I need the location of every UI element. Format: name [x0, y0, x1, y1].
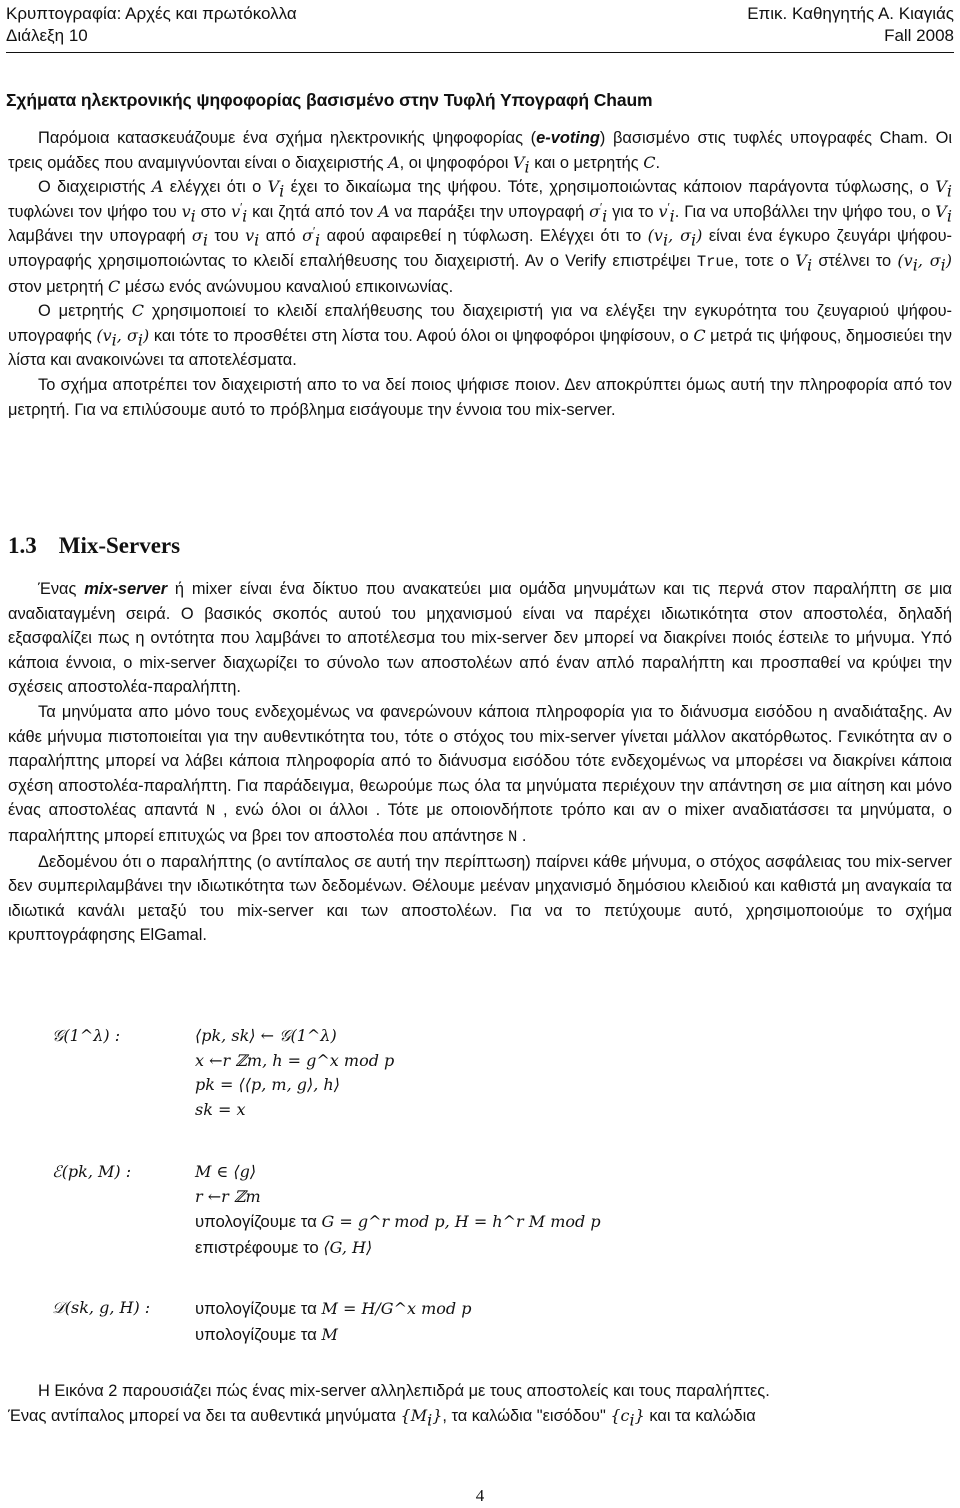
paragraph-3: Ο μετρητής C χρησιμοποιεί το κλειδί επαλήθευσης του διαχειριστή για να ελέγξει την εγκυρότητα του ζευγαριού ψήφου-υπογραφής ($v_i$, $\sigma_i$) και τότε το προσθέτει στη λίστα του. Αφού όλοι οι ψηφοφόροι ψηφίσουν, ο C μετρά τις ψήφους, δημοσιεύει την λίστα και ανακοινώνει τα αποτελέσματα. — [8, 301, 953, 370]
keygen-step: sk = x — [195, 1099, 246, 1119]
mix-paragraph-1: Ένας mix-server ή mixer είναι ένα δίκτυο που ανακατεύει μια ομάδα μηνυμάτων και τις περνά στον παραλήπτη σε μια αναδιαταγμένη σειρά. Ο βασικός σκοπός αυτού του μηχανισμού είναι να παρέχει ιδιωτικότητα στον αποστολέα, δηλαδή εξασφαλίζει πως η οντότητα που λαμβάνει το αποτέλεσμα του mix-server δεν μπορεί να διακρίνει ποιός έστειλε το μήνυμα. Υπό κάποια έννοια, ο mix-server διαχωρίζει το σύνολο των αποστολέων από έναν απλό παραλήπτη και προσπαθεί να κρύψει την σχέσεις αποστολέα-παραλήπτη. — [8, 580, 952, 697]
keygen-steps — [195, 1024, 394, 1122]
subsection-number: 1.3 — [8, 533, 37, 558]
header-rule — [6, 52, 954, 53]
keygen-algorithm — [52, 1024, 932, 1144]
decrypt-algorithm — [52, 1296, 932, 1348]
subsection-title: Mix-Servers — [58, 533, 181, 558]
closing-paragraph-1: Η Εικόνα 2 παρουσιάζει πώς ένας mix-server αλληλεπιδρά με τους αποστολείς και τους παραλήπτες. — [38, 1382, 770, 1400]
section-title: Σχήματα ηλεκτρονικής ψηφοφορίας βασισμένο στην Τυφλή Υπογραφή Chaum — [6, 90, 653, 110]
term: Fall 2008 — [884, 26, 954, 45]
encrypt-algorithm — [52, 1160, 932, 1280]
mix-paragraph-3: Δεδομένου ότι ο παραλήπτης (ο αντίπαλος σε αυτή την περίπτωση) παίρνει κάθε μήνυμα, ο στόχος ασφάλειας του mix-server δεν συμπεριλαμβάνει την ιδιωτικότητα των δεδομένων. Θέλουμε μεέναν μηχανισμό δημόσιου κλειδιού και καθιστά μη αναγκαία τα ιδιωτικά κανάλι μεταξύ του mix-server και των αποστολέων. Για να το πετύχουμε αυτό, χρησιμοποιούμε το σχήμα κρυπτογράφησης ElGamal. — [8, 852, 952, 945]
running-header-bottom — [6, 26, 954, 46]
keygen-step: ⟨pk, sk⟩ ← 𝒢(1^λ) — [195, 1026, 337, 1045]
running-header-top — [6, 4, 954, 24]
encrypt-step: υπολογίζουμε τα G = g^r mod p, H = h^r M mod p — [195, 1212, 601, 1231]
keygen-step: x ←r ℤm, h = g^x mod p — [195, 1050, 395, 1070]
decrypt-label: 𝒟(sk, g, H) : — [52, 1298, 151, 1317]
course-title: Κρυπτογραφία: Αρχές και πρωτόκολλα — [6, 4, 297, 23]
decrypt-steps — [195, 1296, 471, 1347]
mix-server-body — [8, 577, 952, 948]
keygen-label: 𝒢(1^λ) : — [52, 1026, 121, 1045]
encrypt-label: ℰ(pk, M) : — [52, 1162, 132, 1181]
keygen-step: pk = ⟨⟨p, m, g⟩, h⟩ — [195, 1075, 340, 1094]
instructor-name: Επικ. Καθηγητής Α. Κιαγιάς — [747, 4, 954, 23]
paragraph-2: Ο διαχειριστής A ελέγχει ότι ο $V_i$ έχει το δικαίωμα της ψήφου. Τότε, χρησιμοποιώντας κάποιον παράγοντα τύφλωσης, ο $V_i$ τυφλώνει τον ψήφο του $v_i$ στο $v'_i$ και ζητά από τον A να παράξει την υπογραφή $\sigma'_i$ για το $v'_i$. Για να υποβάλλει την ψήφο του, ο $V_i$ λαμβάνει την υπογραφή $\sigma_i$ του $v_i$ από $\sigma'_i$ αφού αφαιρεθεί η τύφλωση. Ελέγχει ότι το ($v_i$, $\sigma_i$) είναι ένα έγκυρο ζευγάρι ψήφου-υπογραφής χρησιμοποιώντας το κλειδί επαλήθευσης του διαχειριστή. Αν ο Verify επιστρέψει True, τοτε ο $V_i$ στέλνει το ($v_i$, $\sigma_i$) στον μετρητή C μέσω ενός ανώνυμου καναλιού επικοινωνίας. — [8, 177, 952, 296]
lecture-number: Διάλεξη 10 — [6, 26, 88, 45]
encrypt-step: M ∈ ⟨g⟩ — [195, 1162, 257, 1181]
section-body — [8, 126, 952, 422]
subsection-heading — [8, 531, 180, 561]
paragraph-4: Το σχήμα αποτρέπει τον διαχειριστή απο το να δεί ποιος ψήφισε ποιον. Δεν αποκρύπτει όμως αυτή την πληροφορία από τον μετρητή. Για να επιλύσουμε αυτό το πρόβλημα εισάγουμε την έννοια του mix-server. — [8, 375, 952, 419]
encrypt-step: r ←r ℤm — [195, 1186, 261, 1206]
page-number: 4 — [475, 1486, 485, 1505]
decrypt-step: υπολογίζουμε τα M = H/G^x mod p — [195, 1299, 472, 1318]
mix-paragraph-2: Τα μηνύματα απο μόνο τους ενδεχομένως να φανερώνουν κάποια πληροφορία για το διάνυσμα εισόδου η αναδιάταξης. Αν κάθε μήνυμα πιστοποιείται για την αυθεντικότητα του, τότε ο στόχος του mix-server γίνεται μάλλον ακατόρθωτος. Γενικότητα αν ο παραλήπτης μπορεί να λάβει κάποια πληροφορία από το διάνυσμα εισόδου τότε ενδεχομένως να μπορέσει να διακρίνει κάποια σχέση αποστολέα-παραλήπτη. Για παράδειγμα, θεωρούμε πως όλα τα μηνύματα περιέχουν την απάντηση σε μια αίτηση και μόνο ένας αποστολέας απαντά N , ενώ όλοι οι άλλοι . Τότε με οποιονδήποτε τρόπο και αν ο mixer αναδιατάσσει τα μηνύματα, ο παραλήπτης μπορεί επιτυχώς να βρει τον αποστολέα που απάντησε N . — [8, 702, 952, 846]
paragraph-1: Παρόμοια κατασκευάζουμε ένα σχήμα ηλεκτρονικής ψηφοφορίας (e-voting) βασισμένο στις τυφλές υπογραφές Cham. Οι τρεις ομάδες που αναμιγνύονται είναι ο διαχειριστής A, οι ψηφοφόροι $V_i$ και ο μετρητής C. — [8, 129, 952, 176]
encrypt-step: επιστρέφουμε το ⟨G, H⟩ — [195, 1237, 373, 1257]
closing-text — [8, 1379, 952, 1428]
encrypt-steps — [195, 1160, 601, 1260]
closing-paragraph-2: Ένας αντίπαλος μπορεί να δει τα αυθεντικά μηνύματα $\{M_i\}$, τα καλώδια "εισόδου" $\{c_i\}$ και τα καλώδια — [8, 1405, 756, 1429]
decrypt-step: υπολογίζουμε τα M — [195, 1324, 338, 1344]
